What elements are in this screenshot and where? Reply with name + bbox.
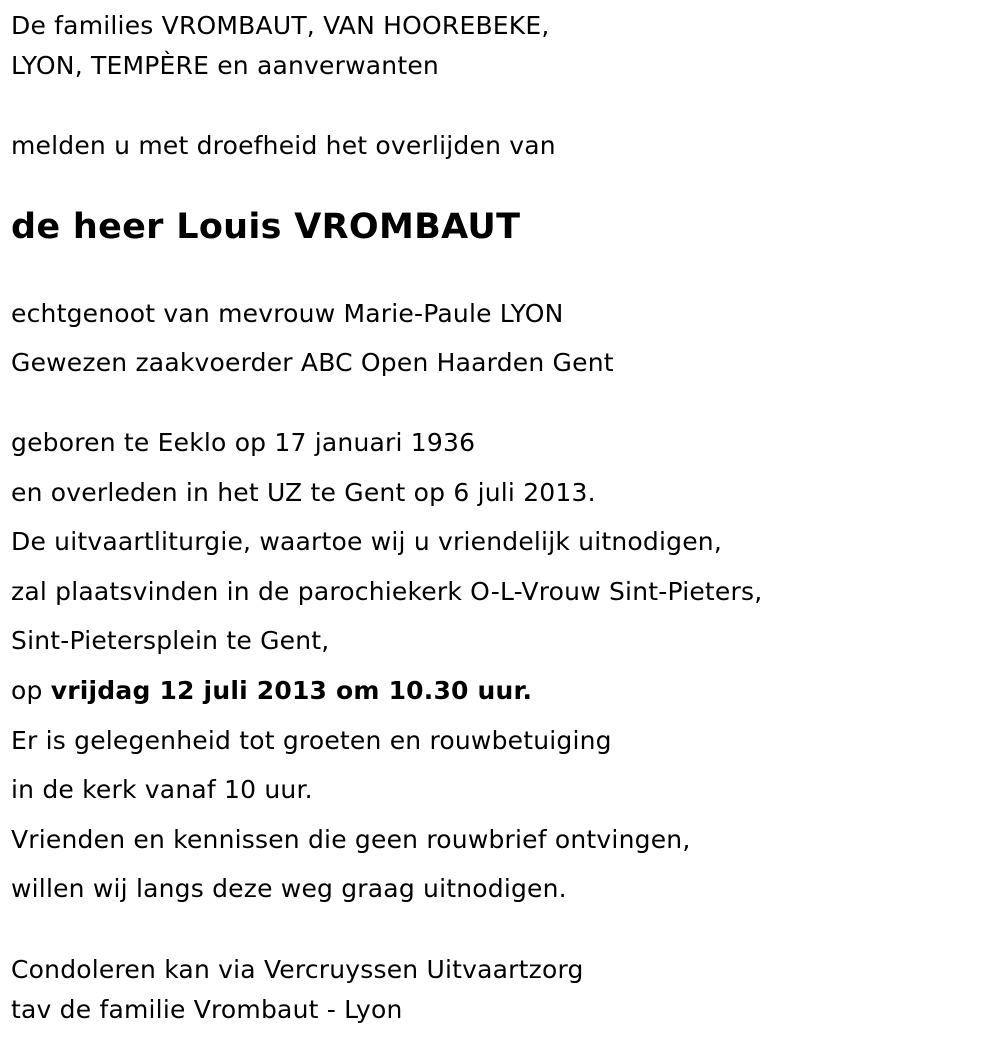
funeral-line-1: De uitvaartliturgie, waartoe wij u vriendelijk uitnodigen, bbox=[11, 527, 722, 556]
families-line-1: De families VROMBAUT, VAN HOOREBEKE, bbox=[11, 11, 550, 40]
birth-line: geboren te Eeklo op 17 januari 1936 bbox=[11, 428, 476, 457]
funeral-date-time: vrijdag 12 juli 2013 om 10.30 uur. bbox=[50, 676, 533, 705]
funeral-line-7: Vrienden en kennissen die geen rouwbrief ontvingen, bbox=[11, 825, 691, 854]
funeral-date-line bbox=[11, 676, 532, 706]
funeral-date-prefix: op bbox=[11, 676, 43, 705]
death-line: en overleden in het UZ te Gent op 6 juli 2013. bbox=[11, 478, 596, 507]
deceased-name: de heer Louis VROMBAUT bbox=[11, 207, 521, 247]
announcement-text: melden u met droefheid het overlijden van bbox=[11, 131, 556, 160]
families-line-2: LYON, TEMPÈRE en aanverwanten bbox=[11, 51, 439, 80]
condolences-line-2: tav de familie Vrombaut - Lyon bbox=[11, 995, 403, 1024]
funeral-line-3: Sint-Pietersplein te Gent, bbox=[11, 626, 330, 655]
funeral-line-8: willen wij langs deze weg graag uitnodigen. bbox=[11, 874, 567, 903]
funeral-line-5: Er is gelegenheid tot groeten en rouwbetuiging bbox=[11, 726, 612, 755]
funeral-line-2: zal plaatsvinden in de parochiekerk O-L-Vrouw Sint-Pieters, bbox=[11, 577, 763, 606]
condolences-line-1: Condoleren kan via Vercruyssen Uitvaartzorg bbox=[11, 955, 584, 984]
occupation-line: Gewezen zaakvoerder ABC Open Haarden Gent bbox=[11, 348, 614, 377]
funeral-line-6: in de kerk vanaf 10 uur. bbox=[11, 775, 313, 804]
spouse-line: echtgenoot van mevrouw Marie-Paule LYON bbox=[11, 299, 564, 328]
